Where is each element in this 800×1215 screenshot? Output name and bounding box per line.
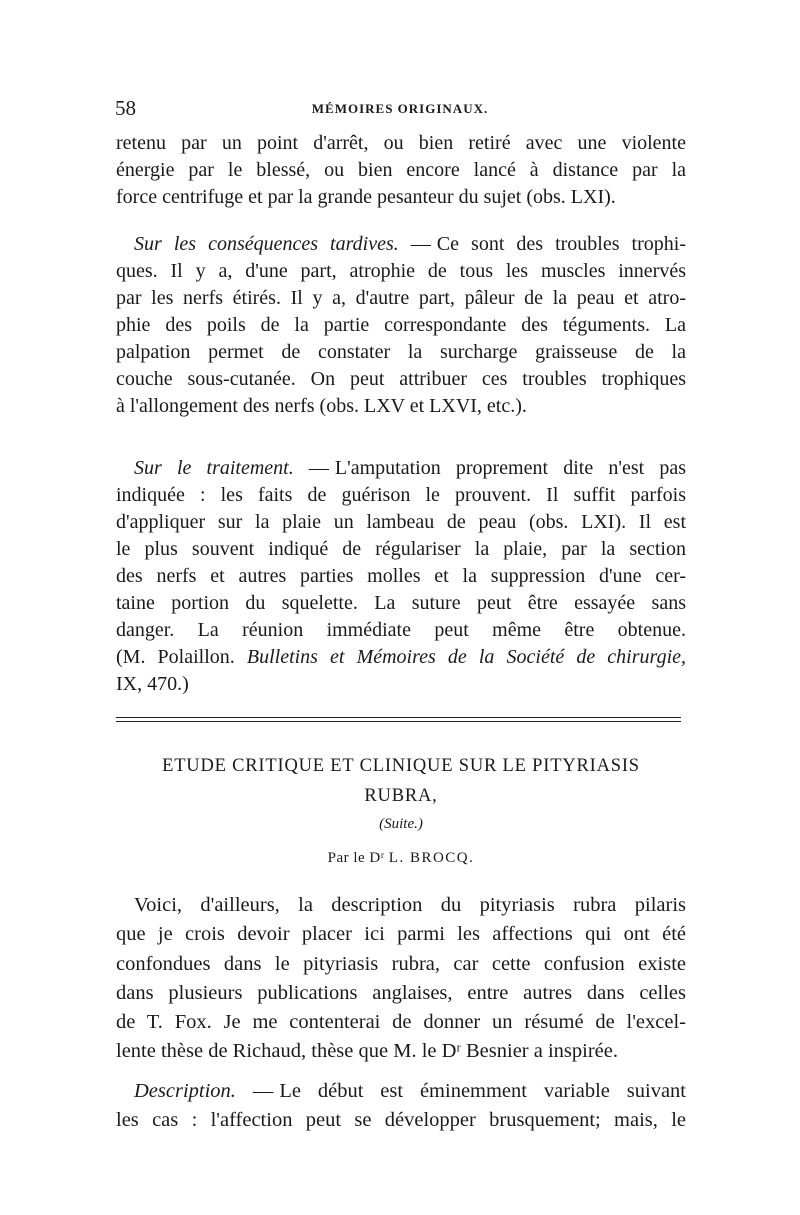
text-line — [116, 455, 686, 482]
text-line: confondues dans le pityriasis rubra, car cette confusion existe — [116, 952, 686, 975]
text-line: danger. La réunion immédiate peut même être obtenue. — [116, 619, 686, 641]
section-lead: Description. — [134, 1080, 236, 1102]
text-line: énergie par le blessé, ou bien encore lancé à distance par la — [116, 159, 686, 181]
paragraph-late-consequences — [116, 231, 686, 420]
byline-prefix: Par le Dʳ — [327, 850, 385, 866]
text-line: d'appliquer sur la plaie un lambeau de peau (obs. LXI). Il est — [116, 511, 686, 533]
paragraph-description — [116, 1077, 686, 1136]
citation-journal: Bulletins et Mémoires de la Société de chirurgie, — [246, 646, 687, 668]
text-line: que je crois devoir placer ici parmi les affections qui ont été — [116, 923, 686, 946]
text-line: les cas : l'affection peut se développer brusquement; mais, le — [116, 1109, 686, 1132]
text-line: dans plusieurs publications anglaises, entre autres dans celles — [116, 981, 686, 1004]
text-line: lente thèse de Richaud, thèse que M. le Dʳ Besnier a inspirée. — [116, 1040, 618, 1063]
running-head-title: MÉMOIRES ORIGINAUX. — [311, 101, 489, 116]
separator-rule — [116, 721, 681, 722]
paragraph-treatment — [116, 455, 686, 698]
article-title — [116, 751, 686, 811]
paragraph-intro — [116, 891, 686, 1067]
text-line — [116, 1077, 686, 1106]
text-line: couche sous-cutanée. On peut attribuer ces troubles trophiques — [116, 368, 686, 390]
em-dash: — — [308, 457, 329, 479]
section-lead: Sur le traitement. — [134, 457, 294, 479]
text-line: retenu par un point d'arrêt, ou bien retiré avec une violente — [116, 132, 686, 154]
paragraph-continuation — [116, 130, 686, 211]
citation-author: (M. Polaillon. — [116, 646, 235, 668]
suite-label: (Suite.) — [379, 816, 423, 832]
em-dash: — — [252, 1080, 274, 1102]
text-line: force centrifuge et par la grande pesanteur du sujet (obs. LXI). — [116, 186, 616, 208]
text-line: des nerfs et autres parties molles et la suppression d'une cer- — [116, 565, 686, 587]
author-name: L. BROCQ. — [388, 850, 475, 866]
em-dash: — — [410, 233, 431, 255]
text-fragment: Le début est éminemment variable suivant — [279, 1080, 687, 1102]
section-lead: Sur les conséquences tardives. — [134, 233, 399, 255]
text-line: palpation permet de constater la surcharge graisseuse de la — [116, 341, 686, 363]
text-line: phie des poils de la partie correspondante des téguments. La — [116, 314, 686, 336]
text-line: à l'allongement des nerfs (obs. LXV et LXVI, etc.). — [116, 395, 527, 417]
text-line: le plus souvent indiqué de régulariser la plaie, par la section — [116, 538, 686, 560]
text-line — [116, 231, 686, 258]
text-line: de T. Fox. Je me contenterai de donner un résumé de l'excel- — [116, 1011, 686, 1034]
article-title-line: RUBRA, — [364, 786, 438, 806]
text-line: indiquée : les faits de guérison le prouvent. Il suffit parfois — [116, 484, 686, 506]
text-line: Voici, d'ailleurs, la description du pityriasis rubra pilaris — [134, 894, 686, 916]
citation-end: IX, 470.) — [116, 673, 189, 695]
byline — [116, 850, 686, 867]
article-title-line: ETUDE CRITIQUE ET CLINIQUE SUR LE PITYRIASIS — [162, 756, 640, 776]
citation-line — [116, 644, 686, 671]
text-fragment: L'amputation proprement dite n'est pas — [334, 457, 686, 479]
text-line: taine portion du squelette. La suture peut être essayée sans — [116, 592, 686, 614]
page-number: 58 — [115, 96, 136, 120]
text-fragment: Ce sont des troubles trophi- — [436, 233, 686, 255]
text-line: ques. Il y a, d'une part, atrophie de tous les muscles innervés — [116, 260, 686, 282]
running-head — [115, 96, 685, 122]
separator-rule — [116, 717, 681, 718]
text-line: par les nerfs étirés. Il y a, d'autre part, pâleur de la peau et atro- — [116, 287, 686, 309]
